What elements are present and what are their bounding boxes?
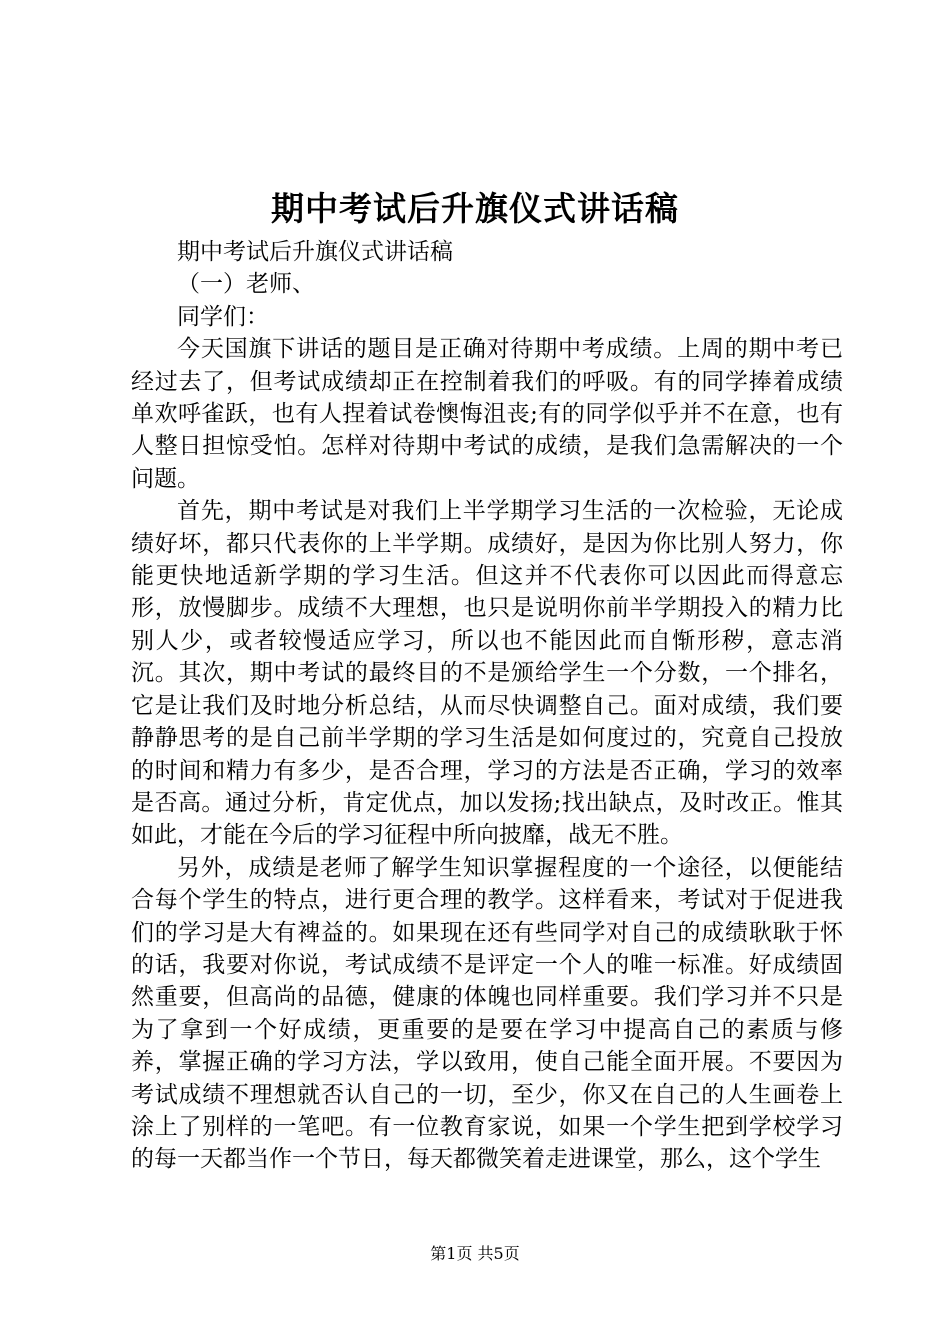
document-body	[131, 236, 843, 1176]
paragraph-first-point: 首先，期中考试是对我们上半学期学习生活的一次检验，无论成绩好坏，都只代表你的上半学期。成绩好，是因为你比别人努力，你能更快地适新学期的学习生活。但这并不代表你可以因此而得意忘形，放慢脚步。成绩不大理想，也只是说明你前半学期投入的精力比别人少，或者较慢适应学习，所以也不能因此而自惭形秽，意志消沉。其次，期中考试的最终目的不是颁给学生一个分数，一个排名，它是让我们及时地分析总结，从而尽快调整自己。面对成绩，我们要静静思考的是自己前半学期的学习生活是如何度过的，究竟自己投放的时间和精力有多少，是否合理，学习的方法是否正确，学习的效率是否高。通过分析，肯定优点，加以发扬;找出缺点，及时改正。惟其如此，才能在今后的学习征程中所向披靡，战无不胜。	[131, 498, 843, 849]
paragraph-salutation-1: （一）老师、	[177, 271, 315, 298]
page-footer: 第1页 共5页	[430, 1244, 520, 1263]
paragraph-intro: 今天国旗下讲话的题目是正确对待期中考成绩。上周的期中考已经过去了，但考试成绩却正在控制着我们的呼吸。有的同学捧着成绩单欢呼雀跃，也有人捏着试卷懊悔沮丧;有的同学似乎并不在意，也有人整日担惊受怕。怎样对待期中考试的成绩，是我们急需解决的一个问题。	[131, 336, 843, 492]
paragraph-subtitle: 期中考试后升旗仪式讲话稿	[177, 239, 453, 265]
paragraph-salutation-2: 同学们：	[177, 303, 269, 330]
document-title: 期中考试后升旗仪式讲话稿	[271, 189, 679, 228]
paragraph-second-point: 另外，成绩是老师了解学生知识掌握程度的一个途径，以便能结合每个学生的特点，进行更合理的教学。这样看来，考试对于促进我们的学习是大有裨益的。如果现在还有些同学对自己的成绩耿耿于怀的话，我要对你说，考试成绩不是评定一个人的唯一标准。好成绩固然重要，但高尚的品德，健康的体魄也同样重要。我们学习并不只是为了拿到一个好成绩，更重要的是要在学习中提高自己的素质与修养，掌握正确的学习方法，学以致用，使自己能全面开展。不要因为考试成绩不理想就否认自己的一切，至少，你又在自己的人生画卷上涂上了别样的一笔吧。有一位教育家说，如果一个学生把到学校学习的每一天都当作一个节日，每天都微笑着走进课堂，那么，这个学生	[131, 854, 843, 1173]
